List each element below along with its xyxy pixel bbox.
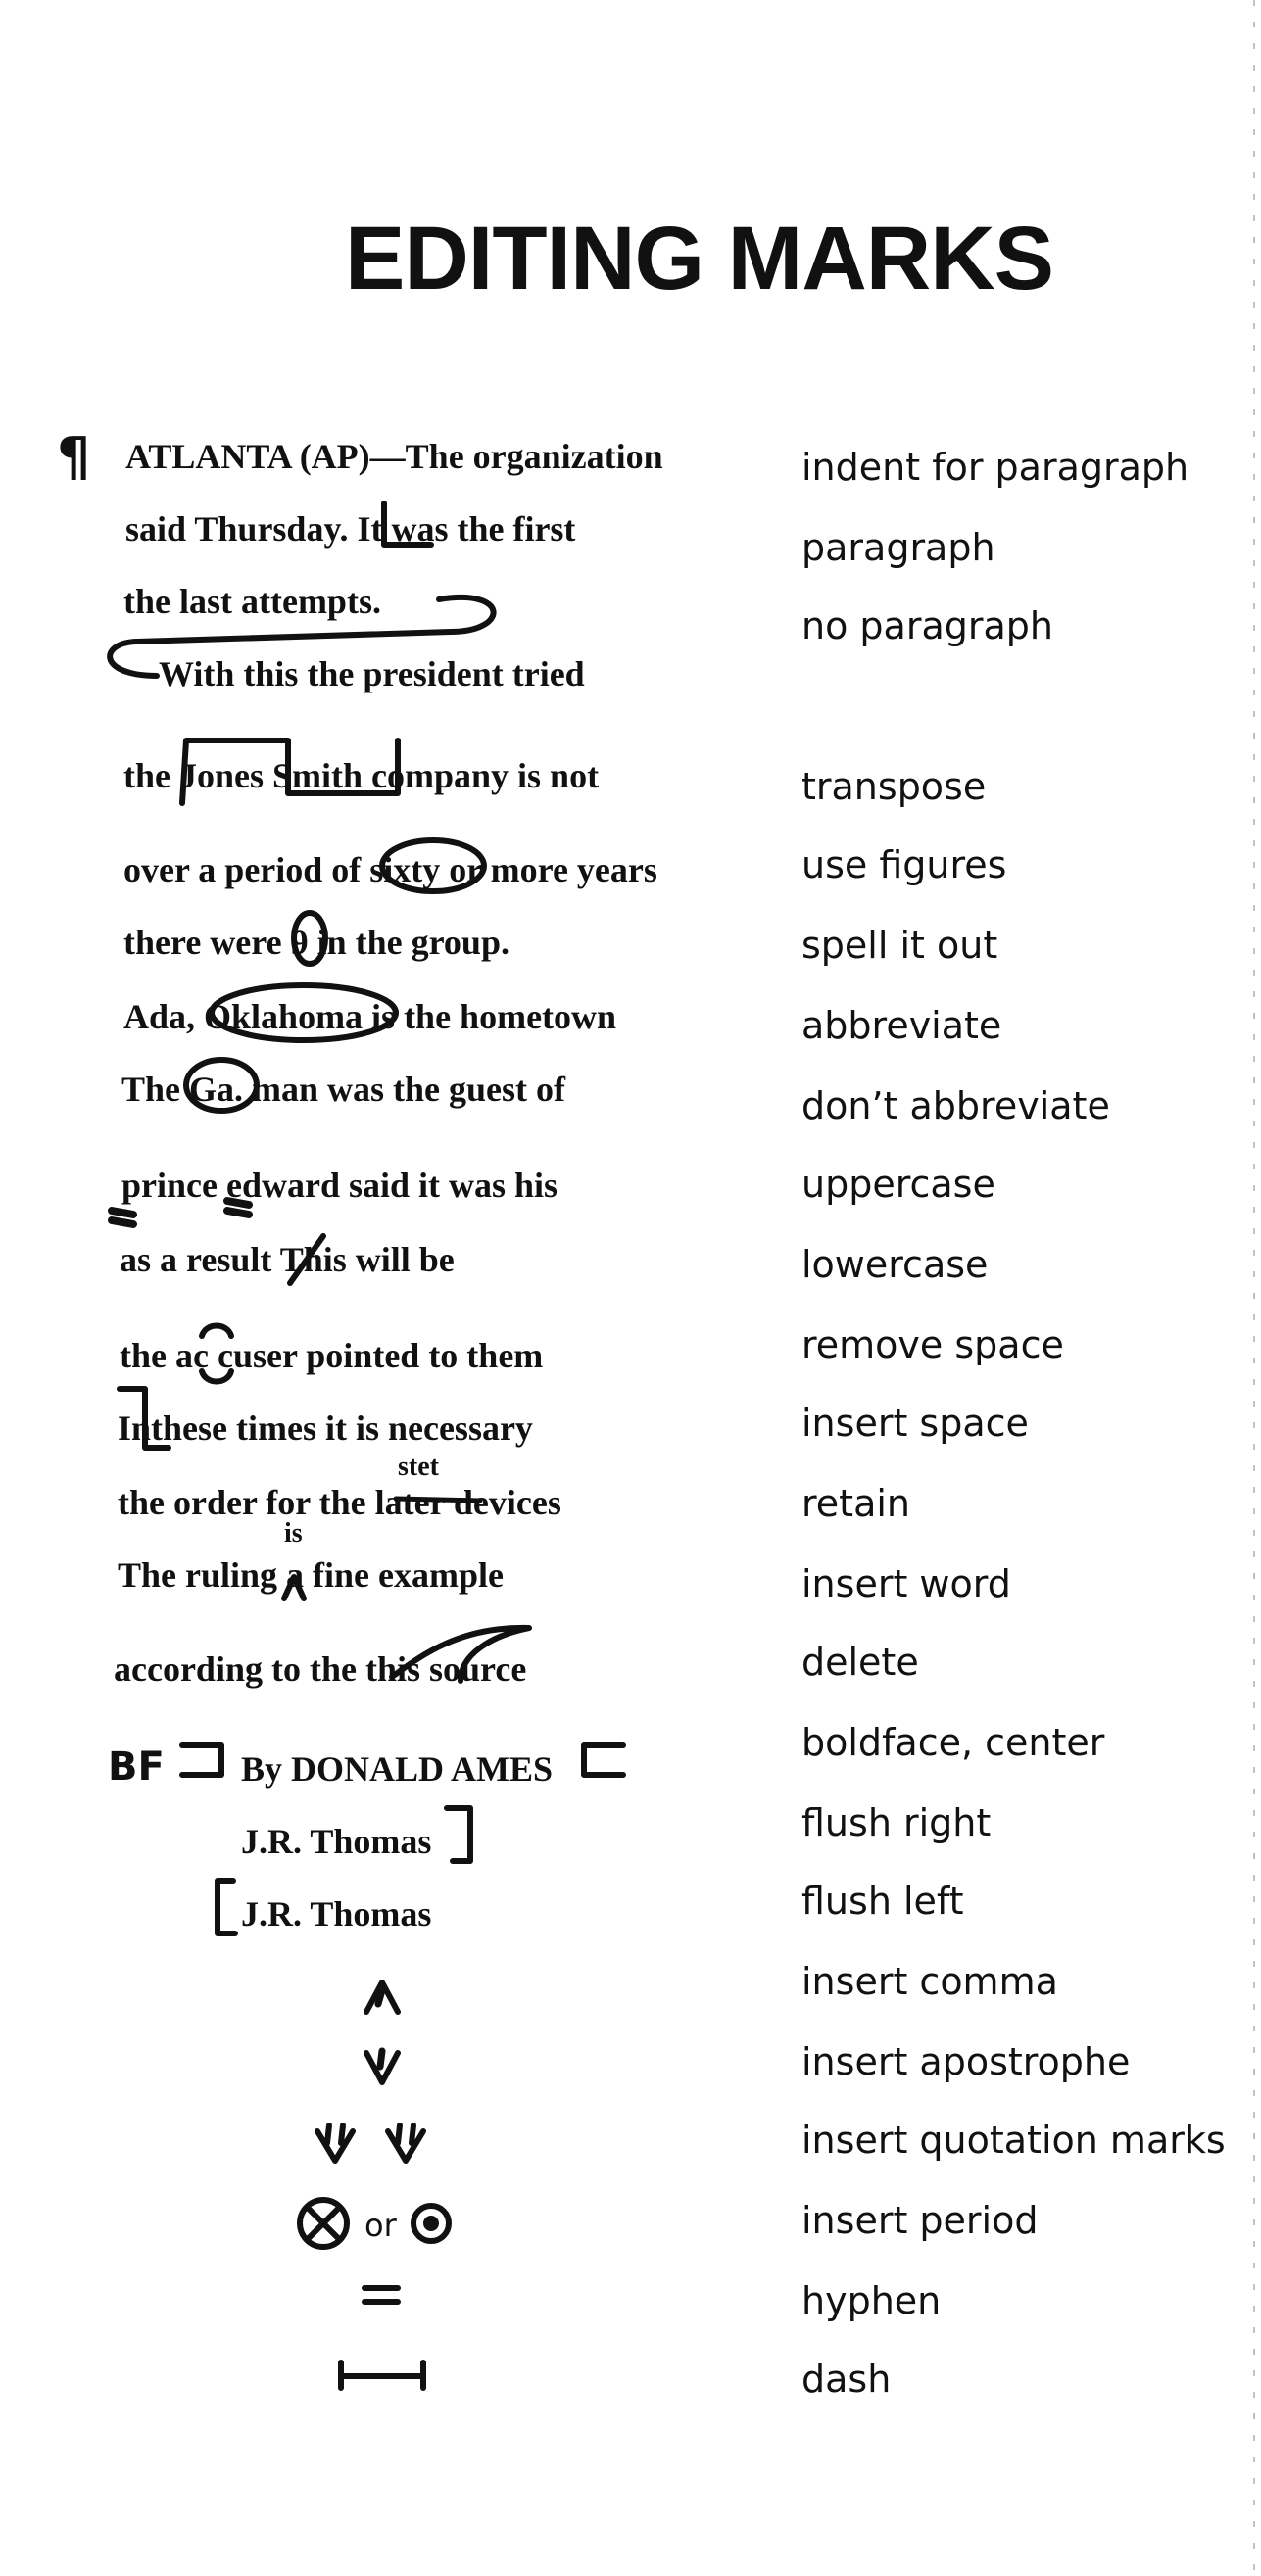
page-edge <box>1253 0 1255 2576</box>
example-line: With this the president tried <box>159 654 585 693</box>
definition: don’t abbreviate <box>801 1084 1110 1127</box>
definition: lowercase <box>801 1243 989 1286</box>
definition: indent for paragraph <box>801 446 1189 489</box>
period-circle-dot-icon <box>413 2206 449 2241</box>
bf-mark: BF <box>108 1744 165 1789</box>
insert-quotation-icon <box>317 2125 353 2161</box>
stet-word: stet <box>398 1452 439 1482</box>
example-line: as a result This will be <box>120 1240 455 1279</box>
definition: retain <box>801 1482 910 1525</box>
page-title: EDITING MARKS <box>345 209 1053 309</box>
example-line: the Jones Smith company is not <box>123 756 600 795</box>
example-line: ATLANTA (AP)—The organization <box>125 437 663 476</box>
definition: insert comma <box>801 1960 1058 2003</box>
definition: flush left <box>801 1880 964 1923</box>
example-line: The Ga. man was the guest of <box>121 1070 566 1109</box>
example-line: over a period of sixty or more years <box>123 850 657 889</box>
example-line: the ac cuser pointed to them <box>120 1336 544 1375</box>
close-up-icon <box>202 1326 231 1337</box>
example-line: prince edward said it was his <box>121 1166 558 1205</box>
definition: remove space <box>801 1323 1064 1366</box>
definition: insert quotation marks <box>801 2119 1226 2162</box>
insert-apostrophe-icon <box>366 2053 398 2082</box>
example-line: the last attempts. <box>123 582 381 621</box>
example-line: By DONALD AMES <box>241 1749 554 1789</box>
example-line: Ada, Oklahoma is the hometown <box>123 997 617 1036</box>
definition: paragraph <box>801 526 995 569</box>
example-line: The ruling a fine example <box>118 1555 504 1595</box>
flush-left-bracket-icon <box>218 1881 235 1933</box>
definition: spell it out <box>801 924 998 967</box>
definition: insert period <box>801 2199 1039 2242</box>
insert-word: is <box>284 1518 303 1549</box>
definition: use figures <box>801 843 1007 886</box>
definition: hyphen <box>801 2279 942 2322</box>
center-bracket-icon <box>182 1745 221 1775</box>
uppercase-mark-icon <box>112 1211 133 1224</box>
definition: no paragraph <box>801 604 1053 647</box>
definition: delete <box>801 1641 919 1684</box>
example-line: according to the this source <box>114 1649 527 1689</box>
definition: abbreviate <box>801 1004 1002 1047</box>
definition: insert apostrophe <box>801 2040 1131 2083</box>
period-circle-x-icon <box>300 2200 347 2247</box>
definition: insert word <box>801 1562 1011 1605</box>
definition: flush right <box>801 1801 992 1844</box>
flush-right-bracket-icon <box>447 1808 470 1861</box>
insert-comma-icon <box>366 1982 398 2012</box>
center-bracket-icon <box>584 1745 623 1775</box>
example-line: said Thursday. It was the first <box>125 509 576 549</box>
definition: insert space <box>801 1402 1029 1445</box>
paragraph-indent-icon: ¶ <box>57 426 91 488</box>
or-label: or <box>364 2207 397 2244</box>
definition: dash <box>801 2358 892 2401</box>
definition: uppercase <box>801 1163 995 1206</box>
example-line: there were 9 in the group. <box>123 923 509 962</box>
example-line: J.R. Thomas <box>241 1822 432 1861</box>
example-line: J.R. Thomas <box>241 1894 432 1933</box>
dash-icon <box>341 2362 423 2388</box>
example-line: Inthese times it is necessary <box>118 1408 533 1448</box>
definition: transpose <box>801 765 987 808</box>
example-line: the order for the later devices <box>118 1483 561 1522</box>
hyphen-icon <box>364 2288 398 2302</box>
definition: boldface, center <box>801 1721 1105 1764</box>
insert-quotation-icon <box>388 2125 423 2161</box>
